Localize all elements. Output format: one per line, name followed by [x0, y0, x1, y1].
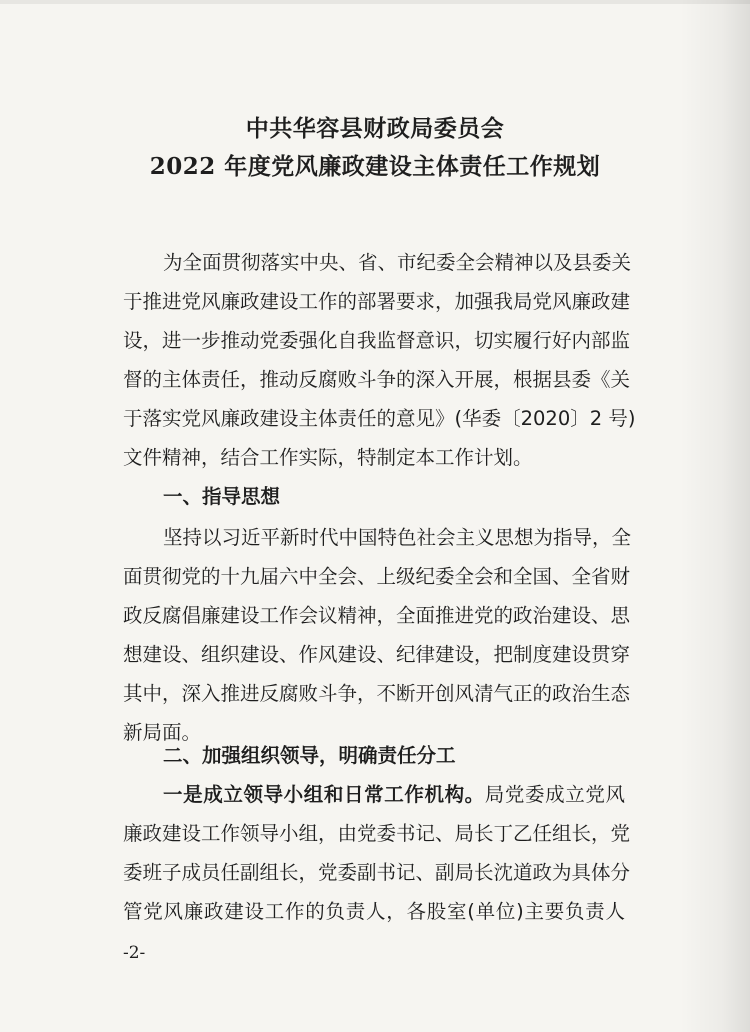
section2-bold-lead: 一是成立领导小组和日常工作机构。 [163, 783, 485, 806]
section-heading-organization: 二、加强组织领导，明确责任分工 [163, 744, 456, 767]
section2-line: 管党风廉政建设工作的负责人，各股室(单位)主要负责人 [123, 900, 625, 923]
scan-top-edge [0, 0, 750, 4]
section1-line: 新局面。 [123, 721, 202, 744]
section2-first-line [163, 779, 625, 807]
document-title-line1: 中共华容县财政局委员会 [245, 115, 505, 142]
section2-lead-rest: 局党委成立党风 [484, 783, 625, 806]
page-number: -2- [123, 943, 146, 963]
section1-line: 坚持以习近平新时代中国特色社会主义思想为指导，全 [163, 526, 632, 549]
section2-line: 委班子成员任副组长，党委副书记、副局长沈道政为具体分 [123, 861, 631, 884]
intro-line: 文件精神，结合工作实际，特制定本工作计划。 [123, 446, 533, 469]
intro-line: 于推进党风廉政建设工作的部署要求，加强我局党风廉政建 [123, 290, 631, 313]
section2-line: 廉政建设工作领导小组，由党委书记、局长丁乙任组长，党 [123, 822, 631, 845]
section1-line: 政反腐倡廉建设工作会议精神，全面推进党的政治建设、思 [123, 604, 631, 627]
intro-line: 为全面贯彻落实中央、省、市纪委全会精神以及县委关 [163, 251, 632, 274]
section1-line: 想建设、组织建设、作风建设、纪律建设，把制度建设贯穿 [123, 643, 631, 666]
intro-line: 督的主体责任，推动反腐败斗争的深入开展，根据县委《关 [123, 368, 631, 391]
intro-line: 设，进一步推动党委强化自我监督意识，切实履行好内部监 [123, 329, 631, 352]
section-heading-guiding-ideology: 一、指导思想 [163, 485, 281, 508]
document-title-line2: 2022 年度党风廉政建设主体责任工作规划 [149, 153, 601, 180]
intro-line: 于落实党风廉政建设主体责任的意见》(华委〔2020〕2 号) [123, 407, 636, 430]
section1-line: 其中，深入推进反腐败斗争，不断开创风清气正的政治生态 [123, 682, 631, 705]
section1-line: 面贯彻党的十九届六中全会、上级纪委全会和全国、全省财 [123, 565, 631, 588]
